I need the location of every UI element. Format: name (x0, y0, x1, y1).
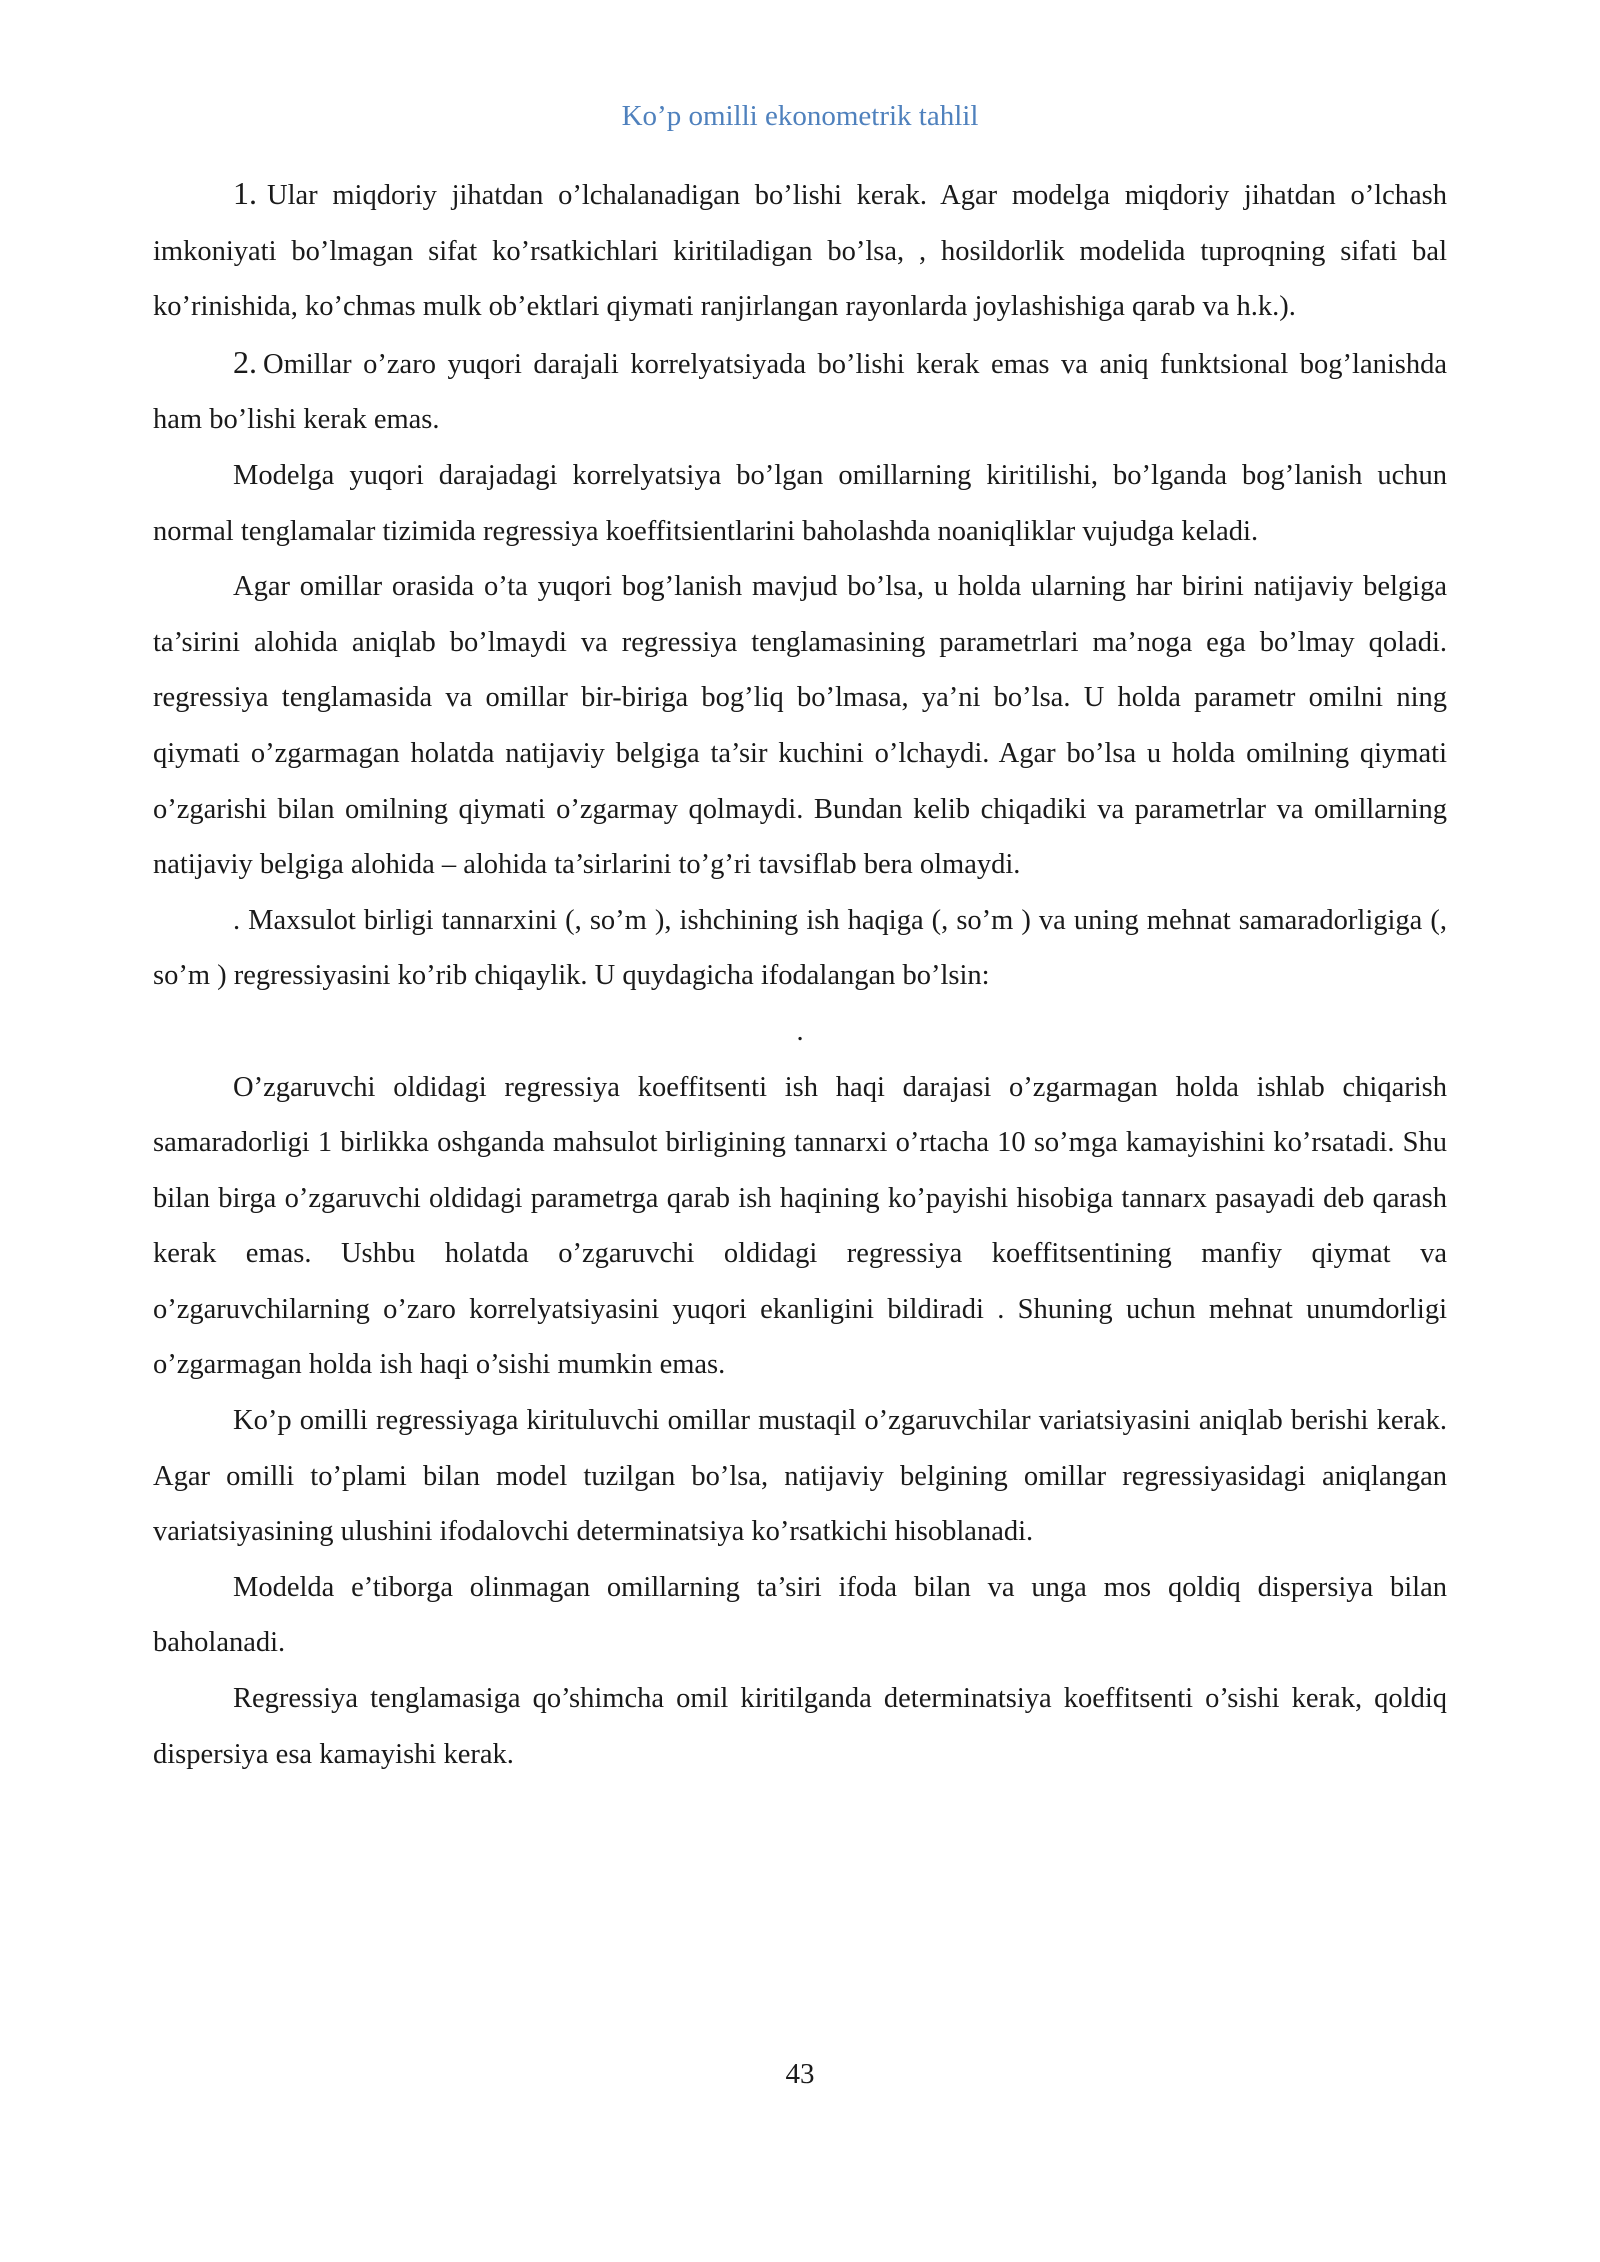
item-number: 1. (233, 175, 257, 211)
paragraph-coefficient-interpretation: O’zgaruvchi oldidagi regressiya koeffitsenti ish haqi darajasi o’zgarmagan holda ishlab chiqarish samaradorligi 1 birlikka oshganda mahsulot birligining tannarxi o’rtacha 10 so’mga kamayishini ko’rsatadi. Shu bilan birga o’zgaruvchi oldidagi parametrga qarab ish haqining ko’payishi hisobiga tannarx pasayadi deb qarash kerak emas. Ushbu holatda o’zgaruvchi oldidagi regressiya koeffitsentining manfiy qiymat va o’zgaruvchilarning o’zaro korrelyatsiyasini yuqori ekanligini bildiradi . Shuning uchun mehnat unumdorligi o’zgarmagan holda ish haqi o’sishi mumkin emas. (153, 1071, 1447, 1381)
body-text (153, 166, 1447, 1782)
paragraph-residual-variance: Modelda e’tiborga olinmagan omillarning ta’siri ifoda bilan va unga mos qoldiq dispersiya bilan baholanadi. (153, 1571, 1447, 1659)
paragraph-added-factor: Regressiya tenglamasiga qo’shimcha omil kiritilganda determinatsiya koeffitsenti o’sishi kerak, qoldiq dispersiya esa kamayishi kerak. (153, 1683, 1447, 1770)
item-text: Omillar o’zaro yuqori darajali korrelyatsiyada bo’lishi kerak emas va aniq funktsional bog’lanishda ham bo’lishi kerak emas. (153, 348, 1447, 436)
paragraph-factor-correlation: Agar omillar orasida o’ta yuqori bog’lanish mavjud bo’lsa, u holda ularning har birini natijaviy belgiga ta’sirini alohida aniqlab bo’lmaydi va regressiya tenglamasining parametrlari ma’noga ega bo’lmay qoladi. regressiya tenglamasida va omillar bir-biriga bog’liq bo’lmasa, ya’ni bo’lsa. U holda parametr omilni ning qiymati o’zgarmagan holatda natijaviy belgiga ta’sir kuchini o’lchaydi. Agar bo’lsa u holda omilning qiymati o’zgarishi bilan omilning qiymati o’zgarmay qolmaydi. Bundan kelib chiqadiki va parametrlar va omillarning natijaviy belgiga alohida – alohida ta’sirlarini to’g’ri tavsiflab bera olmaydi. (153, 571, 1447, 881)
item-text: Ular miqdoriy jihatdan o’lchalanadigan bo’lishi kerak. Agar modelga miqdoriy jihatdan o’lchash imkoniyati bo’lmagan sifat ko’rsatkichlari kiritiladigan bo’lsa, , hosildorlik modelida tuproqning sifati bal ko’rinishida, ko’chmas mulk ob’ektlari qiymati ranjirlangan rayonlarda joylashishiga qarab va h.k.). (153, 180, 1447, 323)
numbered-item-1 (153, 166, 1447, 335)
numbered-item-2 (153, 335, 1447, 448)
page-number: 43 (785, 2058, 815, 2090)
formula-placeholder: . (796, 1015, 804, 1047)
item-number: 2. (233, 343, 257, 380)
paragraph-example-intro: . Maxsulot birligi tannarxini (, so’m ), ishchining ish haqiga (, so’m ) va uning mehnat samaradorligiga (, so’m ) regressiyasini ko’rib chiqaylik. U quydagicha ifodalangan bo’lsin: (153, 904, 1447, 992)
paragraph-multicollinearity: Modelga yuqori darajadagi korrelyatsiya bo’lgan omillarning kiritilishi, bo’lganda bog’lanish uchun normal tenglamalar tizimida regressiya koeffitsientlarini baholashda noaniqliklar vujudga keladi. (153, 459, 1447, 547)
paragraph-determination: Ko’p omilli regressiyaga kirituluvchi omillar mustaqil o’zgaruvchilar variatsiyasini aniqlab berishi kerak. Agar omilli to’plami bilan model tuzilgan bo’lsa, natijaviy belgining omillar regressiyasidagi aniqlangan variatsiyasining ulushini ifodalovchi determinatsiya ko’rsatkichi hisoblanadi. (153, 1405, 1447, 1548)
running-header: Ko’p omilli ekonometrik tahlil (621, 100, 979, 132)
